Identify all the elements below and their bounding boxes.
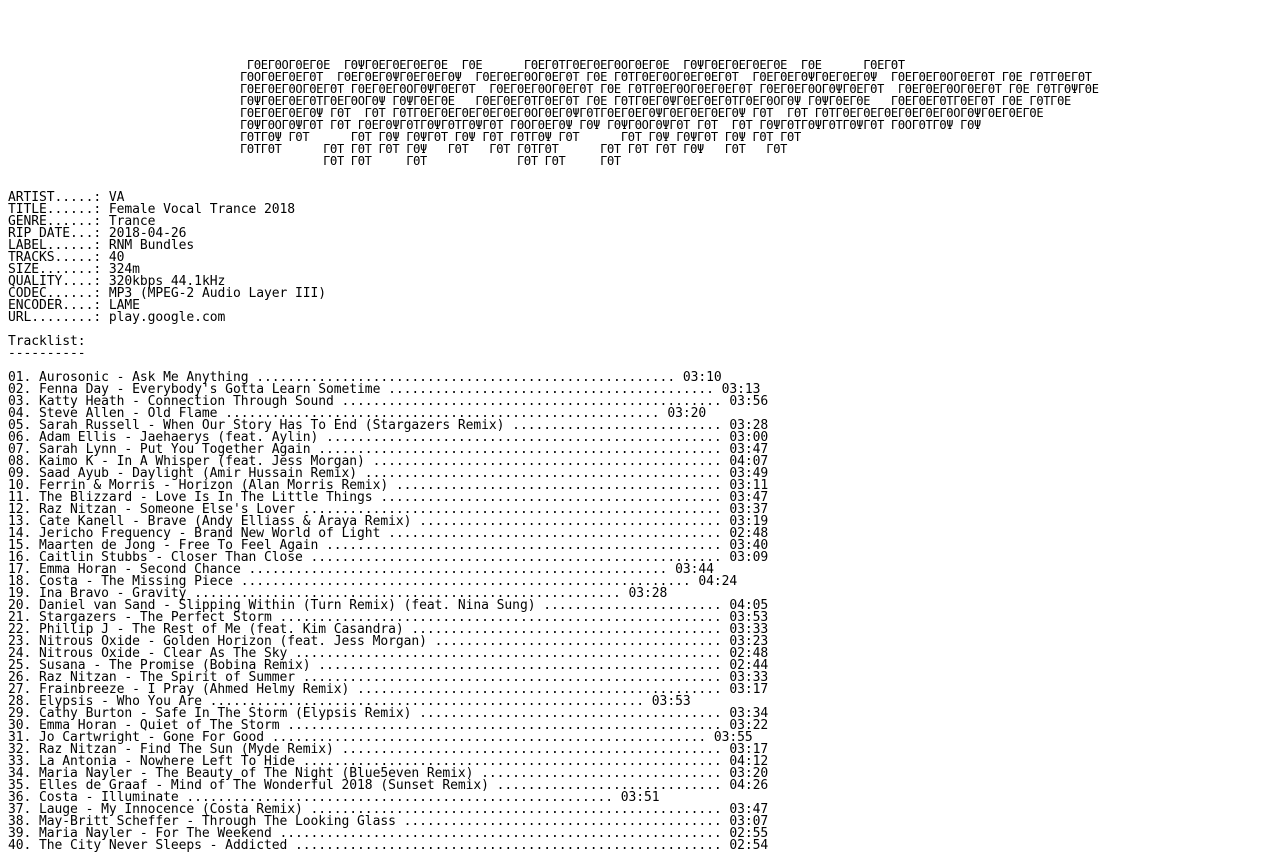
- track-row: 10. Ferrin & Morris - Horizon (Alan Morris Remix) .......................................... 03:11: [8, 478, 769, 493]
- track-row: 30. Emma Horan - Quiet of The Storm ........................................................ 03:22: [8, 718, 769, 733]
- info-value: VA: [108, 190, 125, 205]
- banner-line: ΓΘΤΓΘΤ ΓΘΤ ΓΘΤ ΓΘΤ ΓΘΨ ΓΘΤ ΓΘΤ ΓΘΤΓΘΤ ΓΘΤ ΓΘΤ ΓΘΤ ΓΘΨ ΓΘΤ ΓΘΤ: [240, 142, 788, 156]
- info-row-url: [8, 312, 326, 324]
- info-value: 2018-04-26: [108, 226, 187, 241]
- track-row: 32. Raz Nitzan - Find The Sun (Myde Remix) ................................................. 03:17: [8, 742, 769, 757]
- banner-line: ΓΘΤΓΘΨ ΓΘΤ ΓΘΤ ΓΘΨ ΓΘΨΓΘΤ ΓΘΨ ΓΘΤ ΓΘΤΓΘΨ ΓΘΤ ΓΘΤ ΓΘΨ ΓΘΨΓΘΤ ΓΘΨ ΓΘΤ ΓΘΤ: [240, 130, 801, 144]
- track-row: 34. Maria Nayler - The Beauty of The Night (Blue5even Remix) ............................... 03:20: [8, 766, 769, 781]
- info-value: play.google.com: [108, 310, 226, 325]
- info-value: 324m: [108, 262, 140, 277]
- info-key: QUALITY....:: [8, 274, 102, 289]
- banner-line: ΓΘΕΓΘΕΓΘΕΓΘΨ ΓΘΤ ΓΘΤ ΓΘΤΓΘΕΓΘΕΓΘΕΓΘΕΓΘΕΓΘΟΓΘΕΓΘΨΓΘΤΓΘΕΓΘΕΓΘΨΓΘΕΓΘΕΓΘΕΓΘΨ ΓΘΤ ΓΘΤ ΓΘΤΓΘΕΓΘΕΓΘΕΓΘΕΓΘΕΓΘΟΓΘΨΓΘΕΓΘΕΓΘΕ: [240, 106, 1044, 120]
- track-row: 28. Elypsis - Who You Are ........................................................ 03:53: [8, 694, 691, 709]
- track-row: 33. La Antonia - Nowhere Left To Hide ...................................................... 04:12: [8, 754, 769, 769]
- info-value: 320kbps 44.1kHz: [108, 274, 226, 289]
- track-row: 16. Caitlin Stubbs - Closer Than Close ..................................................... 03:09: [8, 550, 769, 565]
- banner-line: ΓΘΕΓΘΟΓΘΕΓΘΕ ΓΘΨΓΘΕΓΘΕΓΘΕΓΘΕ ΓΘΕ ΓΘΕΓΘΤΓΘΕΓΘΕΓΘΟΓΘΕΓΘΕ ΓΘΨΓΘΕΓΘΕΓΘΕΓΘΕ ΓΘΕ ΓΘΕΓΘΤ: [240, 58, 905, 72]
- track-row: 35. Elles de Graaf - Mind of The Wonderful 2018 (Sunset Remix) ............................. 04:26: [8, 778, 769, 793]
- info-key: TRACKS.....:: [8, 250, 102, 265]
- track-row: 27. Frainbreeze - I Pray (Ahmed Helmy Remix) ............................................... 03:17: [8, 682, 769, 697]
- tracklist: [8, 372, 768, 852]
- track-row: 18. Costa - The Missing Piece .......................................................... 04:24: [8, 574, 738, 589]
- info-key: ARTIST.....:: [8, 190, 102, 205]
- track-row: 01. Aurosonic - Ask Me Anything ...................................................... 03:10: [8, 370, 722, 385]
- track-row: 25. Susana - The Promise (Bobina Remix) .................................................... 02:44: [8, 658, 769, 673]
- track-row: 08. Kaimo K - In A Whisper (feat. Jess Morgan) ............................................. 04:07: [8, 454, 769, 469]
- track-row: 22. Phillip J - The Rest of Me (feat. Kim Casandra) ........................................ 03:33: [8, 622, 769, 637]
- track-row: 06. Adam Ellis - Jaehaerys (feat. Aylin) ................................................... 03:00: [8, 430, 769, 445]
- track-row: 13. Cate Kanell - Brave (Andy Elliass & Araya Remix) ....................................... 03:19: [8, 514, 769, 529]
- banner-line: ΓΘΨΓΘΟΓΘΨΓΘΤ ΓΘΤ ΓΘΕΓΘΨΓΘΤΓΘΨΓΘΤΓΘΨΓΘΤ ΓΘΟΓΘΕΓΘΨ ΓΘΨ ΓΘΨΓΘΟΓΘΨΓΘΤ ΓΘΤ ΓΘΤ ΓΘΨΓΘΤΓΘΨΓΘΤΓΘΨΓΘΤ ΓΘΟΓΘΤΓΘΨ ΓΘΨ: [240, 118, 981, 132]
- ascii-art-banner: [240, 59, 1099, 167]
- track-row: 23. Nitrous Oxide - Golden Horizon (feat. Jess Morgan) ..................................... 03:23: [8, 634, 769, 649]
- track-row: 07. Sarah Lynn - Put You Together Again .................................................... 03:47: [8, 442, 769, 457]
- track-row: 21. Stargazers - The Perfect Storm ......................................................... 03:53: [8, 610, 769, 625]
- info-value: 40: [108, 250, 125, 265]
- track-row: 29. Cathy Burton - Safe In The Storm (Elypsis Remix) ....................................... 03:34: [8, 706, 769, 721]
- release-info-block: [8, 192, 326, 324]
- tracklist-underline: ----------: [8, 346, 86, 361]
- track-row: 09. Saad Ayub - Daylight (Amir Hussain Remix) .............................................. 03:49: [8, 466, 769, 481]
- track-row: 05. Sarah Russell - When Our Story Has To End (Stargazers Remix) ........................... 03:28: [8, 418, 769, 433]
- track-row: 11. The Blizzard - Love Is In The Little Things ............................................ 03:47: [8, 490, 769, 505]
- track-row: 03. Katty Heath - Connection Through Sound ................................................. 03:56: [8, 394, 769, 409]
- info-key: LABEL......:: [8, 238, 102, 253]
- banner-line: ΓΘΟΓΘΕΓΘΕΓΘΤ ΓΘΕΓΘΕΓΘΨΓΘΕΓΘΕΓΘΨ ΓΘΕΓΘΕΓΘΟΓΘΕΓΘΤ ΓΘΕ ΓΘΤΓΘΕΓΘΟΓΘΕΓΘΕΓΘΤ ΓΘΕΓΘΕΓΘΨΓΘΕΓΘΕΓΘΨ ΓΘΕΓΘΕΓΘΟΓΘΕΓΘΤ ΓΘΕ ΓΘΤΓΘΕΓΘΤ: [240, 70, 1092, 84]
- info-key: GENRE......:: [8, 214, 102, 229]
- track-row: 26. Raz Nitzan - The Spirit of Summer ...................................................... 03:33: [8, 670, 769, 685]
- info-key: CODEC......:: [8, 286, 102, 301]
- info-value: MP3 (MPEG-2 Audio Layer III): [108, 286, 327, 301]
- info-key: ENCODER....:: [8, 298, 102, 313]
- track-row: 19. Ina Bravo - Gravity ....................................................... 03:28: [8, 586, 668, 601]
- banner-line: ΓΘΨΓΘΕΓΘΕΓΘΤΓΘΕΓΘΟΓΘΨ ΓΘΨΓΘΕΓΘΕ ΓΘΕΓΘΕΓΘΤΓΘΕΓΘΤ ΓΘΕ ΓΘΤΓΘΕΓΘΨΓΘΕΓΘΕΓΘΤΓΘΕΓΘΟΓΘΨ ΓΘΨΓΘΕΓΘΕ ΓΘΕΓΘΕΓΘΤΓΘΕΓΘΤ ΓΘΕ ΓΘΤΓΘΕ: [240, 94, 1071, 108]
- track-row: 31. Jo Cartwright - Gone For Good ........................................................ 03:55: [8, 730, 753, 745]
- tracklist-heading: Tracklist:: [8, 334, 86, 349]
- track-row: 04. Steve Allen - Old Flame ........................................................ 03:20: [8, 406, 707, 421]
- track-row: 12. Raz Nitzan - Someone Else's Lover ...................................................... 03:37: [8, 502, 769, 517]
- info-key: SIZE.......:: [8, 262, 102, 277]
- info-value: RNM Bundles: [108, 238, 195, 253]
- track-row: 36. Costa - Illuminate ....................................................... 03:51: [8, 790, 660, 805]
- track-row: 24. Nitrous Oxide - Clear As The Sky ....................................................... 02:48: [8, 646, 769, 661]
- info-key: RIP DATE...:: [8, 226, 102, 241]
- track-row: 15. Maarten de Jong - Free To Feel Again ................................................... 03:40: [8, 538, 769, 553]
- track-row: 39. Maria Nayler - For The Weekend ......................................................... 02:55: [8, 826, 769, 841]
- track-row: 40. The City Never Sleeps - Addicted ....................................................... 02:54: [8, 838, 769, 853]
- track-row: 38. May-Britt Scheffer - Through The Looking Glass ......................................... 03:07: [8, 814, 769, 829]
- track-row: 17. Emma Horan - Second Chance ...................................................... 03:44: [8, 562, 714, 577]
- track-row: 14. Jericho Frequency - Brand New World of Light ........................................... 02:48: [8, 526, 769, 541]
- info-value: Female Vocal Trance 2018: [108, 202, 296, 217]
- track-row: 37. Lauge - My Innocence (Costa Remix) ..................................................... 03:47: [8, 802, 769, 817]
- info-value: LAME: [108, 298, 140, 313]
- track-row: 02. Fenna Day - Everybody's Gotta Learn Sometime .......................................... 03:13: [8, 382, 761, 397]
- banner-line: ΓΘΕΓΘΕΓΘΟΓΘΕΓΘΤ ΓΘΕΓΘΕΓΘΟΓΘΨΓΘΕΓΘΤ ΓΘΕΓΘΕΓΘΟΓΘΕΓΘΤ ΓΘΕ ΓΘΤΓΘΕΓΘΟΓΘΕΓΘΕΓΘΤ ΓΘΕΓΘΕΓΘΟΓΘΨΓΘΕΓΘΤ ΓΘΕΓΘΕΓΘΟΓΘΕΓΘΤ ΓΘΕ ΓΘΤΓΘΨΓΘΕ: [240, 82, 1099, 96]
- banner-line: ΓΘΤ ΓΘΤ ΓΘΤ ΓΘΤ ΓΘΤ ΓΘΤ: [240, 154, 621, 168]
- info-key: URL........:: [8, 310, 102, 325]
- track-row: 20. Daniel van Sand - Slipping Within (Turn Remix) (feat. Nina Sung) ....................... 04:05: [8, 598, 769, 613]
- info-value: Trance: [108, 214, 156, 229]
- info-key: TITLE......:: [8, 202, 102, 217]
